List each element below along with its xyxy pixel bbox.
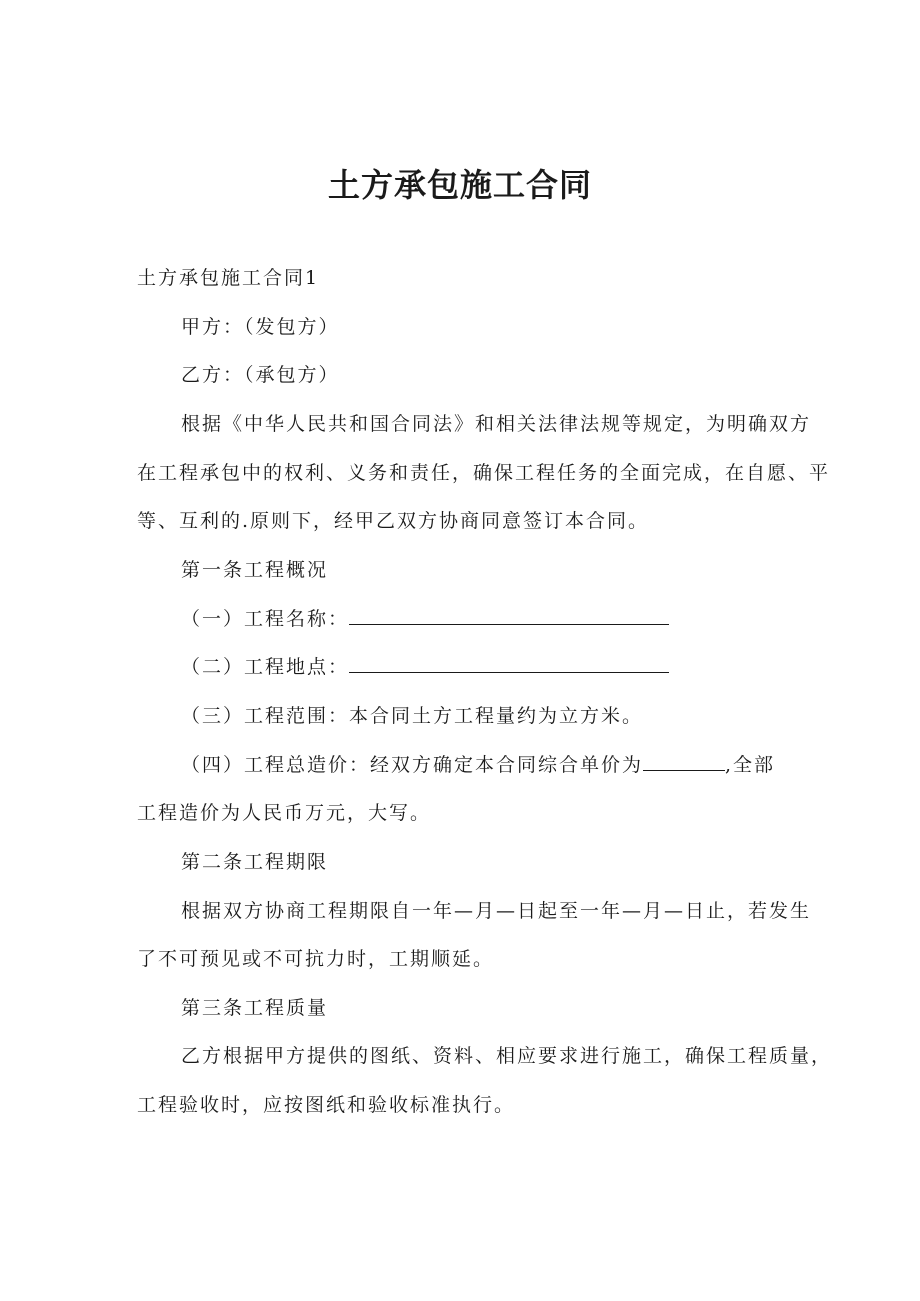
preamble-line-3: 等、互利的.原则下，经甲乙双方协商同意签订本合同。	[137, 510, 650, 532]
preamble-line-1: 根据《中华人民共和国合同法》和相关法律法规等规定，为明确双方	[181, 413, 812, 435]
project-price-line	[181, 752, 775, 778]
project-location-line	[181, 654, 669, 680]
preamble-line-2: 在工程承包中的权利、义务和责任，确保工程任务的全面完成，在自愿、平	[137, 462, 831, 484]
project-location-label: （二）工程地点：	[181, 656, 350, 678]
project-name-line	[181, 606, 669, 632]
article-2-line-1: 根据双方协商工程期限自一年—月—日起至一年—月—日止，若发生	[181, 900, 812, 922]
contract-subtitle: 土方承包施工合同1	[137, 267, 320, 289]
party-b-line: 乙方：（承包方）	[181, 364, 340, 386]
article-3-heading: 第三条工程质量	[181, 997, 329, 1019]
article-3-line-2: 工程验收时，应按图纸和验收标准执行。	[137, 1094, 516, 1116]
project-price-prefix: （四）工程总造价：经双方确定本合同综合单价为	[181, 754, 644, 776]
project-scope-line: （三）工程范围：本合同土方工程量约为立方米。	[181, 705, 644, 727]
article-1-heading: 第一条工程概况	[181, 559, 329, 581]
project-price-continuation: 工程造价为人民币万元，大写。	[137, 802, 432, 824]
article-3-line-1: 乙方根据甲方提供的图纸、资料、相应要求进行施工，确保工程质量，	[181, 1045, 833, 1067]
party-a-line: 甲方：（发包方）	[181, 316, 340, 338]
article-2-line-2: 了不可预见或不可抗力时，工期顺延。	[137, 948, 495, 970]
article-2-heading: 第二条工程期限	[181, 851, 329, 873]
project-price-suffix: ,全部	[725, 754, 776, 776]
project-name-label: （一）工程名称：	[181, 608, 350, 630]
project-location-blank	[349, 654, 669, 673]
project-name-blank	[349, 606, 669, 625]
unit-price-blank	[643, 752, 725, 771]
document-title: 土方承包施工合同	[327, 166, 592, 204]
